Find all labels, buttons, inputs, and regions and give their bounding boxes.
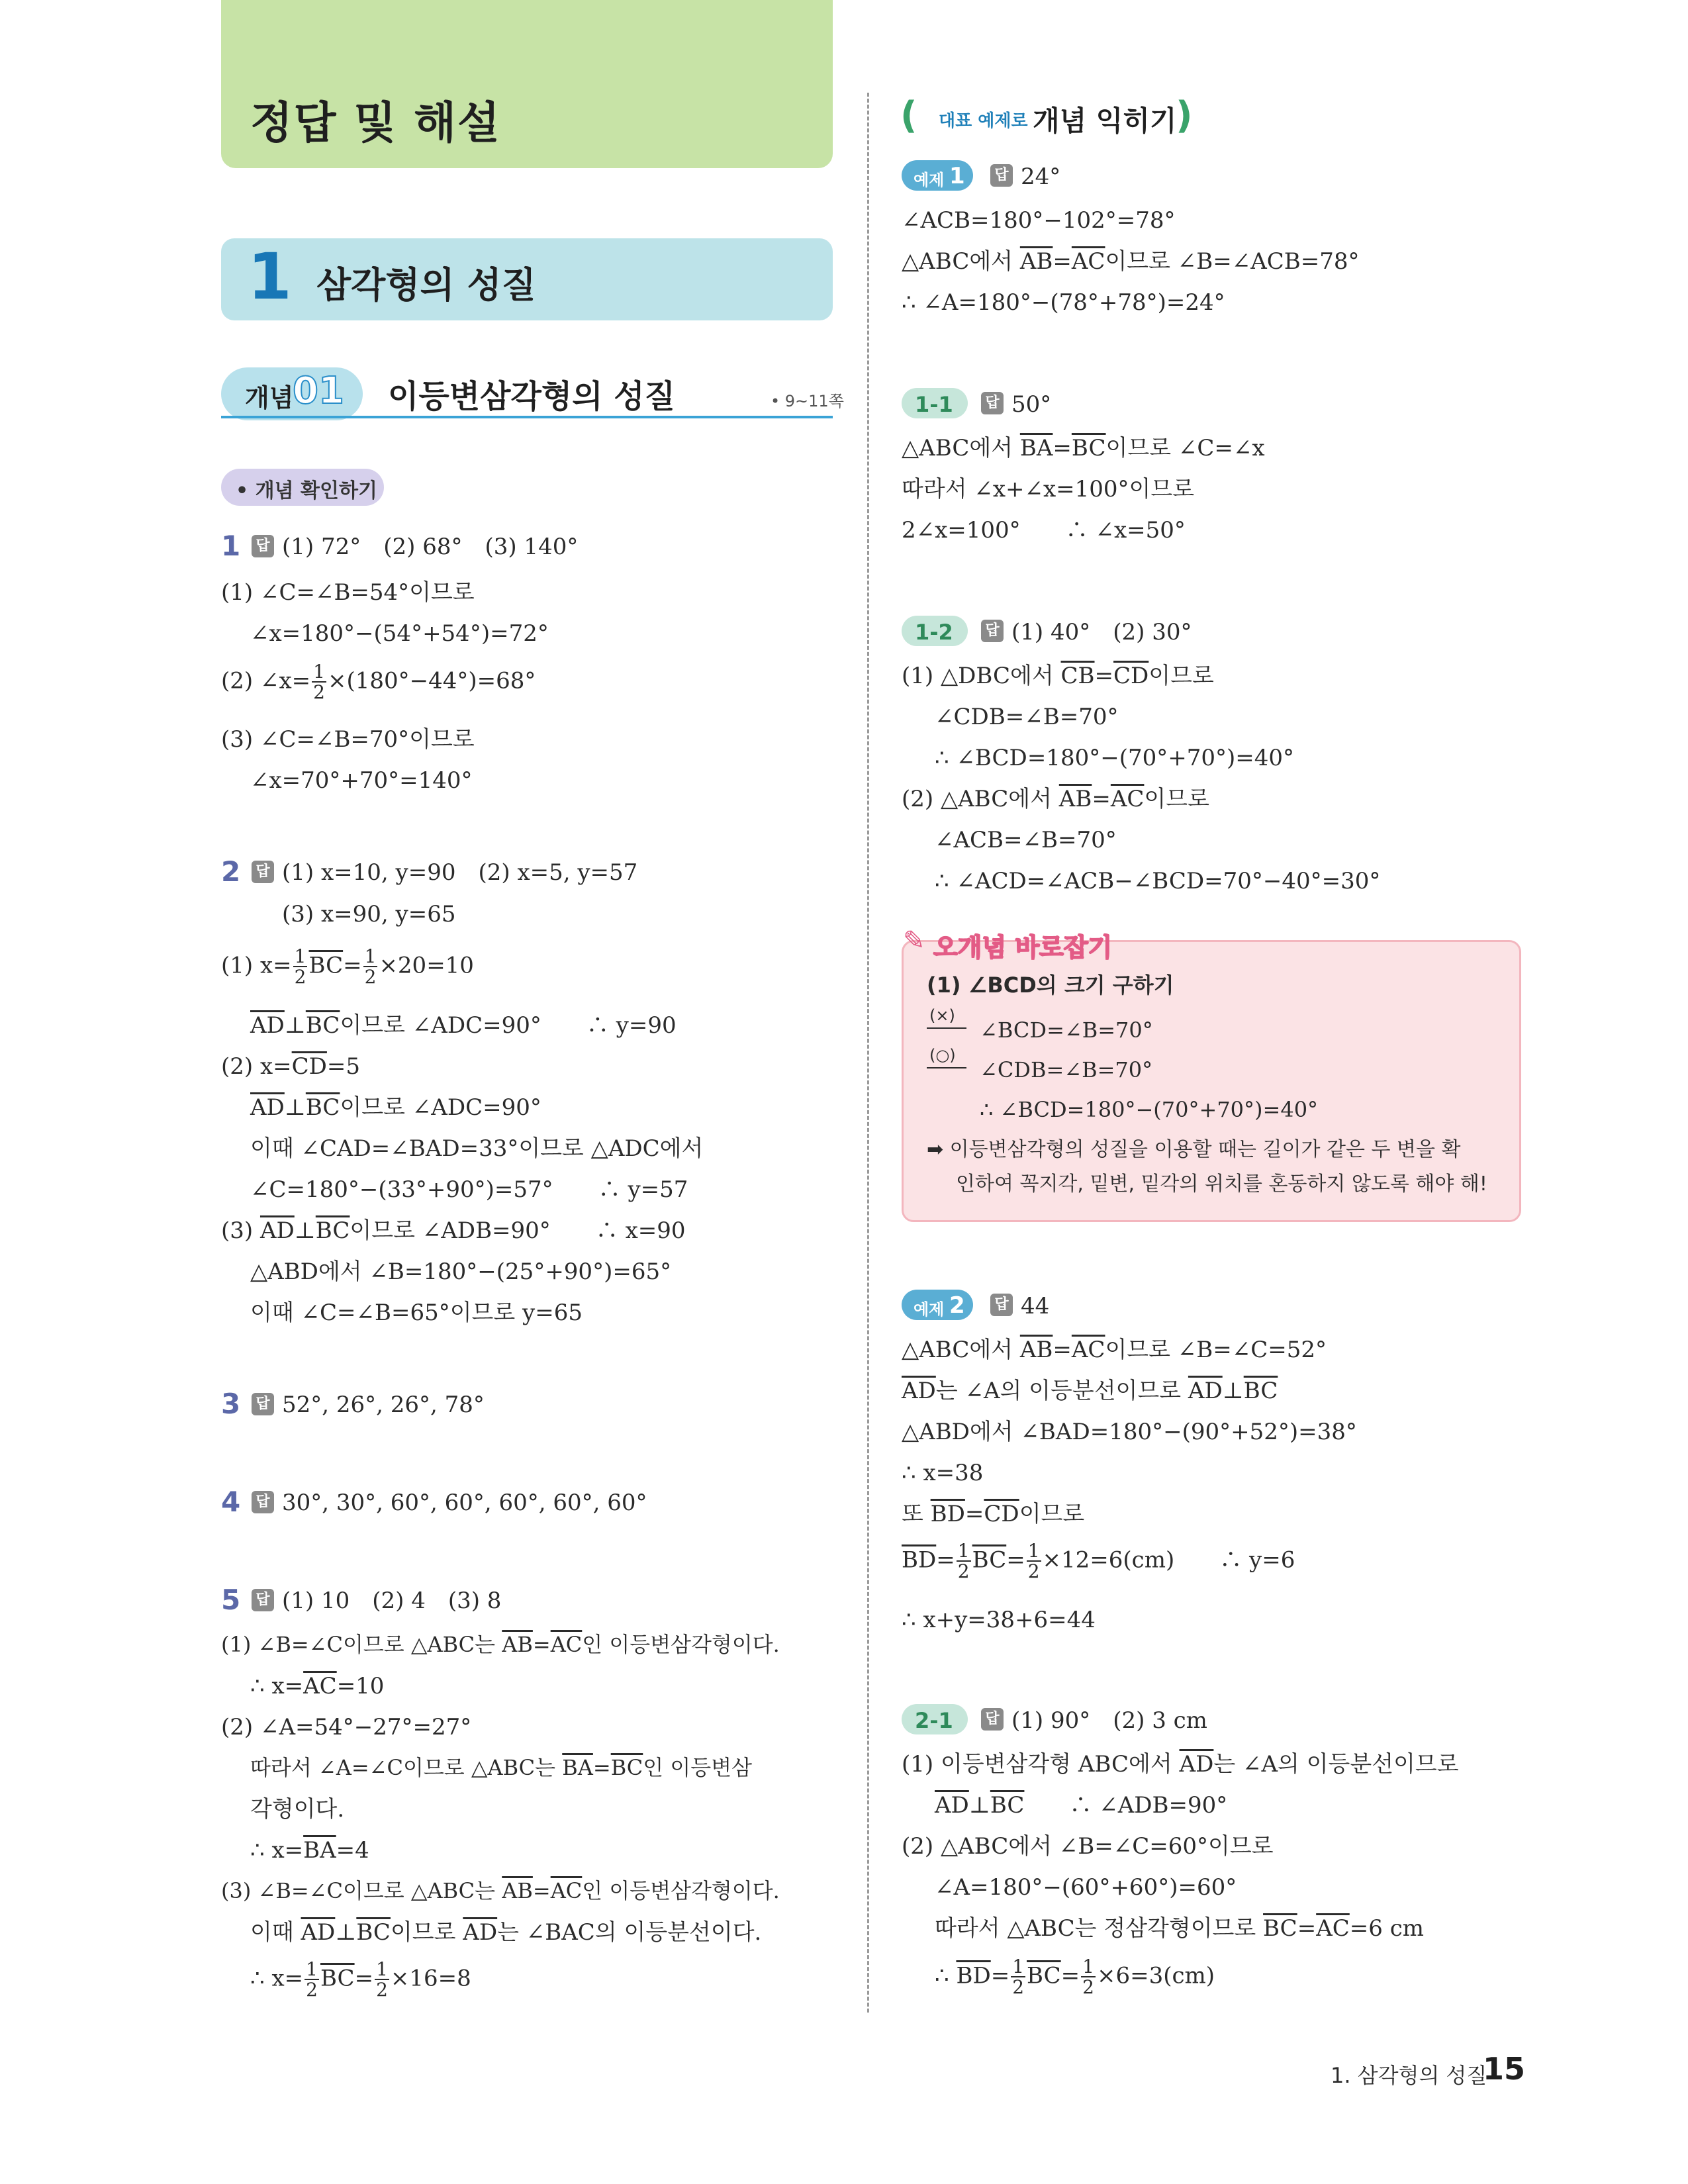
correct-mark: (○) [929, 1046, 956, 1065]
solution-line: △ABC에서 $\overline{AB}=\overline{AC}$이므로 ∠B=∠C=52° [902, 1337, 1327, 1363]
answer-text: (3) x=90, y=65 [282, 901, 456, 927]
misconception-note: ➡ 이등변삼각형의 성질을 이용할 때는 길이가 같은 두 변을 확 [927, 1138, 1461, 1161]
solution-line: 따라서 ∠x+∠x=100°이므로 [902, 476, 1195, 502]
solution-line: ∴ $x=\overline{AC}=10$ [250, 1673, 385, 1699]
solution-line: (1) x= $\frac{1}{2}$ $\overline{BC}=$ $\frac{1}{2}$ ×20=10 [221, 945, 474, 988]
solution-line: 2∠x=100° ∴ ∠x=50° [902, 517, 1186, 544]
solution-line: ∴ x+y=38+6=44 [902, 1607, 1096, 1633]
pencil-icon: ✎ [903, 926, 925, 956]
column-divider [867, 93, 869, 2013]
sub-problem-label: 1-1 [915, 392, 953, 417]
solution-line: 따라서 ∠A=∠C이므로 △ABC는 $\overline{BA}=\overline{BC}$인 이등변삼 [250, 1755, 753, 1780]
answer-text: (1) 72° (2) 68° (3) 140° [282, 534, 579, 560]
arrow-icon [927, 1067, 966, 1068]
misconception-heading: (1) ∠BCD의 크기 구하기 [927, 973, 1174, 998]
misconception-note: 인하여 꼭지각, 밑변, 밑각의 위치를 혼동하지 않도록 해야 해! [956, 1172, 1487, 1196]
answer-badge: 답 [252, 1393, 274, 1415]
chapter-title: 삼각형의 성질 [316, 264, 536, 306]
question-number: 3 [221, 1388, 241, 1420]
solution-line: 이때 ∠C=∠B=65°이므로 y=65 [250, 1300, 583, 1326]
solution-line: (3) ∠C=∠B=70°이므로 [221, 726, 475, 753]
concept-underline [221, 416, 833, 418]
solution-line: ∴ ∠BCD=180°−(70°+70°)=40° [935, 745, 1294, 771]
solution-line: $\overline{AD}\perp\overline{BC}$이므로 ∠ADC=90° [250, 1094, 541, 1121]
concept-label: 개념 [245, 383, 294, 412]
page-number: 15 [1483, 2051, 1526, 2087]
sub-problem-label: 1-2 [915, 620, 953, 645]
solution-line: (2) ∠x= $\frac{1}{2}$ ×(180°−44°)=68° [221, 661, 536, 704]
misconception-line: ∠BCD=∠B=70° [980, 1018, 1153, 1043]
sub-problem-label: 2-1 [915, 1708, 953, 1733]
bracket-right-icon: ) [1176, 94, 1193, 137]
arrow-icon [927, 1027, 966, 1029]
solution-line: (1) △DBC에서 $\overline{CB}=\overline{CD}$이므로 [902, 663, 1214, 689]
answer-badge: 답 [252, 1491, 274, 1513]
solution-line: $\overline{AD}\perp\overline{BC}$ ∴ ∠ADB=90° [935, 1792, 1228, 1819]
answer-badge: 답 [252, 861, 274, 883]
footer-chapter: 1. 삼각형의 성질 [1331, 2063, 1487, 2088]
solution-line: ∠ACB=180°−102°=78° [902, 207, 1176, 234]
solution-line: (2) △ABC에서 $\overline{AB}=\overline{AC}$이므로 [902, 786, 1209, 812]
solution-line: (2) ∠A=54°−27°=27° [221, 1714, 472, 1740]
answer-text: 50° [1011, 391, 1052, 418]
solution-line: ∴ $x=\overline{BA}=4$ [250, 1837, 369, 1864]
answer-badge: 답 [981, 392, 1004, 414]
answer-text: 30°, 30°, 60°, 60°, 60°, 60°, 60° [282, 1490, 647, 1516]
wrong-mark: (×) [929, 1006, 955, 1025]
solution-line: 이때 $\overline{AD}\perp\overline{BC}$이므로 $\overline{AD}$는 ∠BAC의 이등분선이다. [250, 1919, 762, 1946]
solution-line: 또 $\overline{BD}=\overline{CD}$이므로 [902, 1501, 1085, 1527]
misconception-title: 오개념 바로잡기 [933, 933, 1113, 962]
solution-line: ∠x=70°+70°=140° [250, 767, 473, 794]
answer-text: 52°, 26°, 26°, 78° [282, 1392, 485, 1418]
section-title: 개념 익히기 [1033, 105, 1177, 137]
misconception-line: ∠CDB=∠B=70° [980, 1057, 1153, 1082]
solution-line: (2) $x=\overline{CD}=5$ [221, 1053, 361, 1080]
question-number: 4 [221, 1486, 241, 1518]
concept-title: 이등변삼각형의 성질 [388, 378, 676, 415]
solution-line: △ABC에서 $\overline{AB}=\overline{AC}$이므로 ∠B=∠ACB=78° [902, 248, 1360, 275]
bracket-left-icon: ( [900, 94, 917, 137]
question-number: 2 [221, 855, 241, 888]
solution-line: 이때 ∠CAD=∠BAD=33°이므로 △ADC에서 [250, 1135, 704, 1162]
answer-badge: 답 [990, 1294, 1013, 1316]
answer-badge: 답 [252, 1589, 274, 1611]
solution-line: 따라서 △ABC는 정삼각형이므로 $\overline{BC}=\overline{AC}=6$ cm [935, 1915, 1424, 1942]
answer-badge: 답 [981, 1708, 1004, 1731]
solution-line: △ABD에서 ∠BAD=180°−(90°+52°)=38° [902, 1419, 1357, 1445]
solution-line: ∠C=180°−(33°+90°)=57° ∴ y=57 [250, 1176, 688, 1203]
solution-line: ∠CDB=∠B=70° [935, 704, 1119, 730]
question-number: 5 [221, 1584, 241, 1616]
solution-line: ∠x=180°−(54°+54°)=72° [250, 620, 549, 647]
misconception-line: ∴ ∠BCD=180°−(70°+70°)=40° [980, 1097, 1319, 1122]
solution-line: $\overline{AD}\perp\overline{BC}$이므로 ∠ADC=90° ∴ y=90 [250, 1012, 677, 1039]
solution-line: (2) △ABC에서 ∠B=∠C=60°이므로 [902, 1833, 1274, 1860]
example-label: 예제 [914, 171, 945, 189]
example-number: 2 [949, 1292, 965, 1319]
answer-text: 44 [1021, 1293, 1050, 1319]
page-title: 정답 및 해설 [250, 97, 501, 148]
solution-line: (1) ∠B=∠C이므로 △ABC는 $\overline{AB}=\overline{AC}$인 이등변삼각형이다. [221, 1632, 780, 1657]
solution-line: 각형이다. [250, 1796, 345, 1823]
answer-badge: 답 [981, 620, 1004, 642]
solution-line: $\overline{BD}=$ $\frac{1}{2}$ $\overline{BC}=$ $\frac{1}{2}$ ×12=6(cm) ∴ y=6 [902, 1540, 1295, 1583]
solution-line: ∴ x=38 [902, 1460, 984, 1486]
example-number: 1 [949, 163, 965, 189]
solution-line: (3) $\overline{AD}\perp\overline{BC}$이므로 ∠ADB=90° ∴ x=90 [221, 1217, 686, 1244]
answer-text: (1) 40° (2) 30° [1011, 619, 1192, 645]
solution-line: (1) ∠C=∠B=54°이므로 [221, 579, 475, 606]
check-label: • 개념 확인하기 [236, 479, 377, 502]
concept-number: 01 [293, 369, 344, 412]
solution-line: ∴ x= $\frac{1}{2}$ $\overline{BC}=$ $\frac{1}{2}$ ×16=8 [250, 1958, 471, 2001]
chapter-number: 1 [248, 240, 292, 314]
solution-line: (3) ∠B=∠C이므로 △ABC는 $\overline{AB}=\overline{AC}$인 이등변삼각형이다. [221, 1878, 780, 1903]
solution-line: ∴ $\overline{BD}=$ $\frac{1}{2}$ $\overline{BC}=$ $\frac{1}{2}$ ×6=3(cm) [935, 1956, 1215, 1999]
answer-text: 24° [1021, 164, 1061, 190]
solution-line: ∴ ∠A=180°−(78°+78°)=24° [902, 289, 1225, 316]
solution-line: △ABD에서 ∠B=180°−(25°+90°)=65° [250, 1258, 672, 1285]
answer-text: (1) x=10, y=90 (2) x=5, y=57 [282, 859, 638, 886]
solution-line: △ABC에서 $\overline{BA}=\overline{BC}$이므로 ∠C=∠x [902, 435, 1265, 461]
question-number: 1 [221, 530, 241, 562]
example-label: 예제 [914, 1300, 945, 1319]
solution-line: (1) 이등변삼각형 ABC에서 $\overline{AD}$는 ∠A의 이등분선이므로 [902, 1751, 1459, 1778]
answer-text: (1) 90° (2) 3 cm [1011, 1707, 1207, 1734]
answer-badge: 답 [990, 164, 1013, 187]
section-subtitle: 대표 예제로 [939, 111, 1028, 131]
solution-line: ∴ ∠ACD=∠ACB−∠BCD=70°−40°=30° [935, 868, 1381, 894]
answer-text: (1) 10 (2) 4 (3) 8 [282, 1588, 502, 1614]
concept-pages: • 9~11쪽 [771, 392, 844, 410]
solution-line: $\overline{AD}$는 ∠A의 이등분선이므로 $\overline{AD}\perp\overline{BC}$ [902, 1378, 1278, 1404]
solution-line: ∠A=180°−(60°+60°)=60° [935, 1874, 1237, 1901]
solution-line: ∠ACB=∠B=70° [935, 827, 1117, 853]
answer-badge: 답 [252, 535, 274, 557]
